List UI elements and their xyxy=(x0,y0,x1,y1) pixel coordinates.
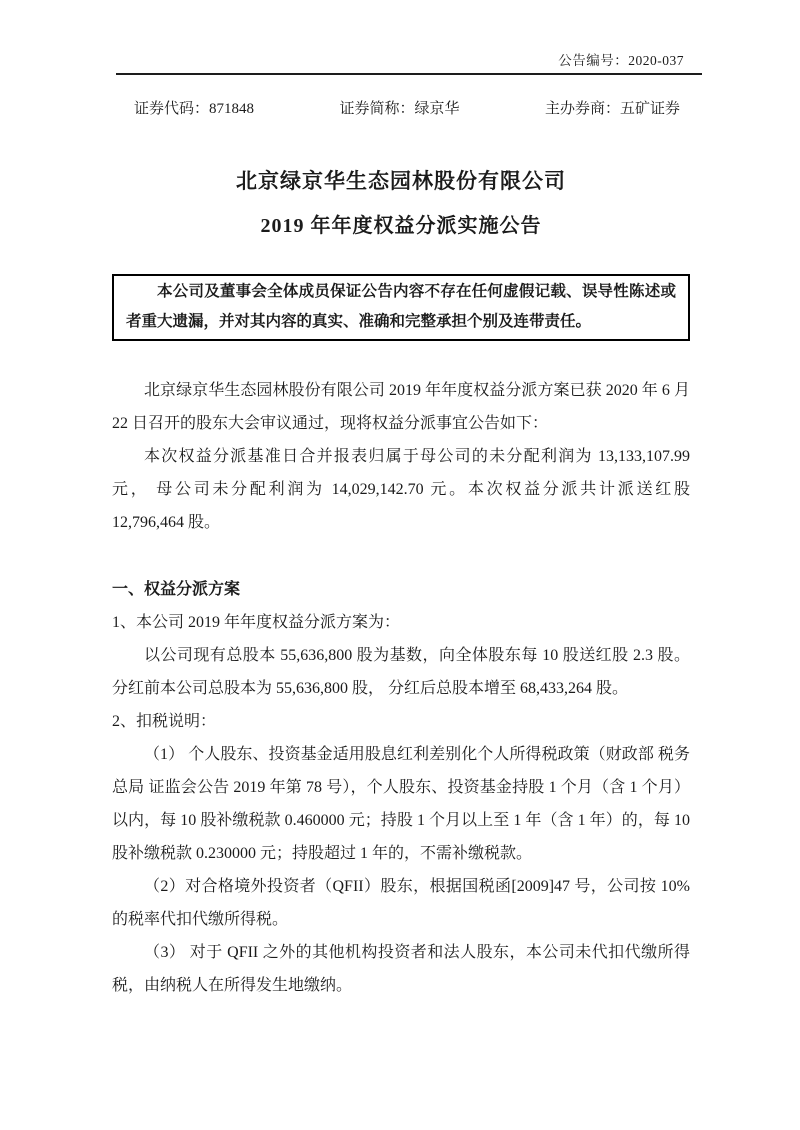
securities-info-row xyxy=(112,99,690,120)
item-1-plan: 1、本公司 2019 年年度权益分派方案为： xyxy=(112,614,401,631)
item-2-tax-note: 2、扣税说明： xyxy=(112,713,217,730)
disclaimer-box xyxy=(112,274,690,341)
item-2-sub-2: （2）对合格境外投资者（QFII）股东，根据国税函[2009]47 号，公司按 10%的税率代扣代缴所得税。 xyxy=(112,878,690,928)
sponsor-broker: 主办券商：五矿证券 xyxy=(544,101,680,117)
section-1-heading: 一、权益分派方案 xyxy=(112,581,241,598)
disclaimer-text: 本公司及董事会全体成员保证公告内容不存在任何虚假记载、误导性陈述或者重大遗漏，并对其内容的真实、准确和完整承担个别及连带责任。 xyxy=(126,283,676,330)
item-2-sub-3: （3） 对于 QFII 之外的其他机构投资者和法人股东，本公司未代扣代缴所得税，由纳税人在所得发生地缴纳。 xyxy=(112,944,690,994)
header-rule xyxy=(116,73,702,75)
announcement-number: 公告编号：2020-037 xyxy=(558,53,684,68)
item-1-plan-detail: 以公司现有总股本 55,636,800 股为基数，向全体股东每 10 股送红股 2.3 股。分红前本公司总股本为 55,636,800 股， 分红后总股本增至 68,433,264 股。 xyxy=(112,647,690,697)
document-body xyxy=(112,374,690,1002)
doc-subtitle: 2019 年年度权益分派实施公告 xyxy=(260,215,542,237)
doc-title: 北京绿京华生态园林股份有限公司 xyxy=(236,169,566,193)
intro-paragraph-1: 北京绿京华生态园林股份有限公司 2019 年年度权益分派方案已获 2020 年 6 月 22 日召开的股东大会审议通过，现将权益分派事宜公告如下： xyxy=(112,382,690,432)
stock-code: 证券代码：871848 xyxy=(134,101,255,117)
intro-paragraph-2: 本次权益分派基准日合并报表归属于母公司的未分配利润为 13,133,107.99 元， 母公司未分配利润为 14,029,142.70 元。本次权益分派共计派送红股 12,796,464 股。 xyxy=(112,448,690,531)
item-2-sub-1: （1） 个人股东、投资基金适用股息红利差别化个人所得税政策（财政部 税务总局 证监会公告 2019 年第 78 号），个人股东、投资基金持股 1 个月（含 1 个月）以内，每 10 股补缴税款 0.460000 元；持股 1 个月以上至 1 年（含 1 年）的，每 10 股补缴税款 0.230000 元；持股超过 1 年的，不需补缴税款。 xyxy=(112,746,690,862)
stock-short-name: 证券简称：绿京华 xyxy=(339,101,460,117)
